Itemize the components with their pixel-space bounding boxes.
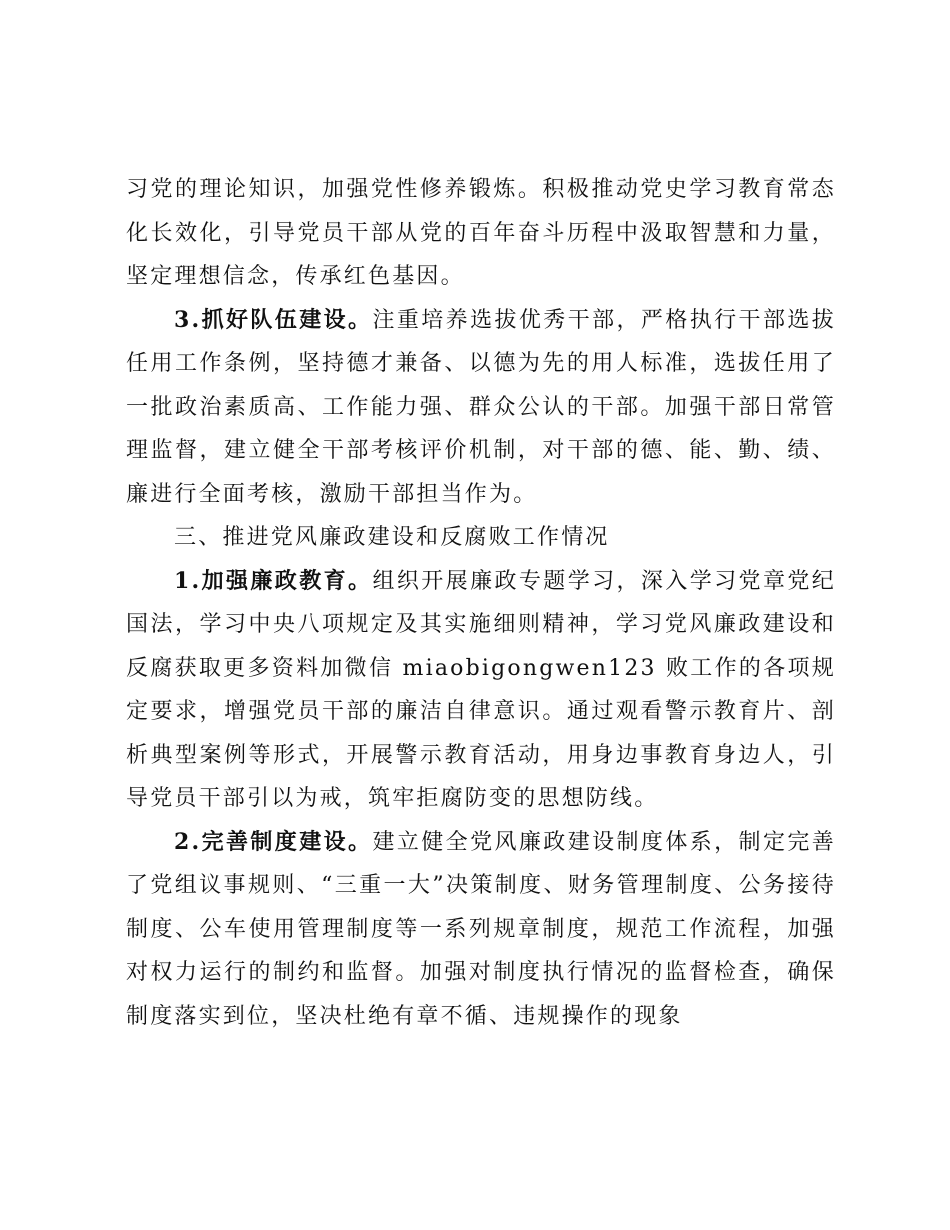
paragraph-integrity-education xyxy=(126,560,836,821)
paragraph-text: 建立健全党风廉政建设制度体系，制定完善了党组议事规则、“三重一大”决策制度、财务管理制度、公务接待制度、公车使用管理制度等一系列规章制度，规范工作流程，加强对权力运行的制约和监督。加强对制度执行情况的监督检查，确保制度落实到位，坚决杜绝有章不循、违规操作的现象 xyxy=(126,829,836,1029)
section-heading xyxy=(126,516,836,560)
paragraph-team-building xyxy=(126,299,836,517)
paragraph-heading: 1.加强廉政教育。 xyxy=(174,567,373,594)
paragraph-text: 注重培养选拔优秀干部，严格执行干部选拔任用工作条例，坚持德才兼备、以德为先的用人标准，选拔任用了一批政治素质高、工作能力强、群众公认的干部。加强干部日常管理监督，建立健全干部考核评价机制，对干部的德、能、勤、绩、廉进行全面考核，激励干部担当作为。 xyxy=(126,307,836,507)
paragraph-text: 习党的理论知识，加强党性修养锻炼。积极推动党史学习教育常态化长效化，引导党员干部从党的百年奋斗历程中汲取智慧和力量，坚定理想信念，传承红色基因。 xyxy=(126,177,836,289)
paragraph-heading: 2.完善制度建设。 xyxy=(174,828,373,855)
section-heading-text: 三、推进党风廉政建设和反腐败工作情况 xyxy=(174,525,610,550)
paragraph-heading: 3.抓好队伍建设。 xyxy=(174,306,373,333)
paragraph-text: 组织开展廉政专题学习，深入学习党章党纪国法，学习中央八项规定及其实施细则精神，学习党风廉政建设和反腐获取更多资料加微信 miaobigongwen123 败工作的各项规定要求，增强党员干部的廉洁自律意识。通过观看警示教育片、剖析典型案例等形式，开展警示教育活动，用身边事教育身边人，引导党员干部引以为戒，筑牢拒腐防变的思想防线。 xyxy=(126,568,836,811)
paragraph-continuation xyxy=(126,168,836,299)
paragraph-system-building xyxy=(126,821,836,1039)
document-body xyxy=(126,168,836,1038)
